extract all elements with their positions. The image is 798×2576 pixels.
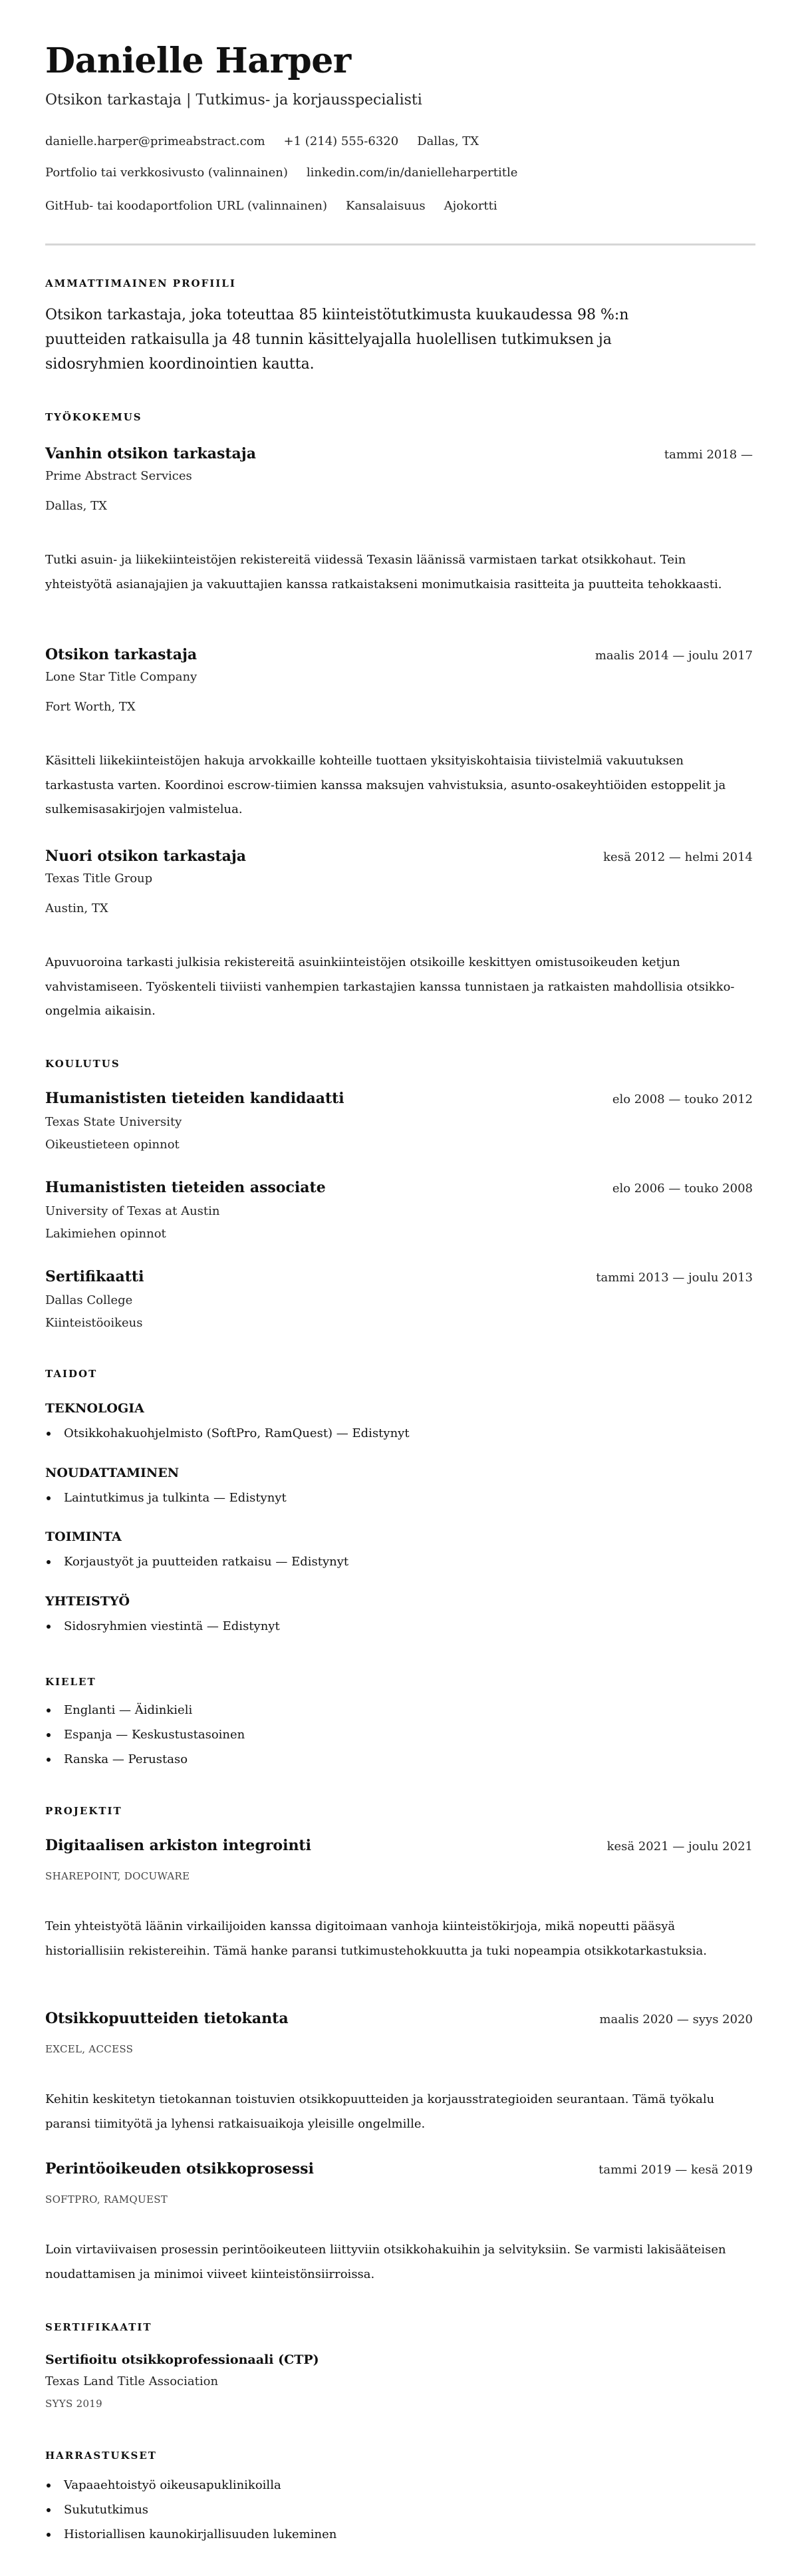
job-dates: maalis 2014 — joulu 2017 bbox=[595, 649, 753, 663]
skill-category: TOIMINTA bbox=[45, 1530, 122, 1544]
project-entry bbox=[45, 2158, 753, 2287]
citizenship-text: Kansalaisuus bbox=[346, 199, 426, 213]
section-heading-certifications: SERTIFIKAATIT bbox=[45, 2321, 152, 2333]
hobby-list bbox=[45, 2473, 753, 2547]
github-link[interactable]: GitHub- tai koodaportfolion URL (valinnainen) bbox=[45, 199, 327, 213]
education-entry bbox=[45, 1265, 753, 1335]
job-entry bbox=[45, 644, 753, 822]
project-dates: maalis 2020 — syys 2020 bbox=[599, 2012, 753, 2026]
job-location: Austin, TX bbox=[45, 901, 108, 915]
portfolio-link[interactable]: Portfolio tai verkkosivusto (valinnainen) bbox=[45, 166, 288, 180]
language-item: Englanti — Äidinkieli bbox=[45, 1698, 753, 1722]
project-description: Loin virtaviivaisen prosessin perintöoikeuteen liittyviin otsikkohakuihin ja selvityksiin. Se varmisti lakisääteisen noudattamisen ja minimoi viiveet kiinteistönsiirroissa. bbox=[45, 2243, 726, 2281]
header-divider bbox=[45, 243, 755, 245]
drivers-license-text: Ajokortti bbox=[444, 199, 497, 213]
field-of-study: Kiinteistöoikeus bbox=[45, 1316, 143, 1330]
job-company: Texas Title Group bbox=[45, 872, 153, 886]
candidate-subtitle: Otsikon tarkastaja | Tutkimus- ja korjausspecialisti bbox=[45, 92, 422, 108]
profile-summary: Otsikon tarkastaja, joka toteuttaa 85 kiinteistötutkimusta kuukaudessa 98 %:n puutteiden ratkaisulla ja 48 tunnin käsittelyajalla huolellisen tutkimuksen ja sidosryhmien koordinointien kautta. bbox=[45, 307, 629, 373]
degree-title: Sertifikaatti bbox=[45, 1268, 144, 1285]
job-company: Lone Star Title Company bbox=[45, 670, 198, 684]
certification-name: Sertifioitu otsikkoprofessionaali (CTP) bbox=[45, 2352, 319, 2367]
project-technologies: EXCEL, ACCESS bbox=[45, 2043, 134, 2055]
project-title: Otsikkopuutteiden tietokanta bbox=[45, 2010, 289, 2027]
section-heading-projects: PROJEKTIT bbox=[45, 1805, 122, 1817]
phone-link[interactable]: +1 (214) 555-6320 bbox=[283, 134, 399, 148]
job-company: Prime Abstract Services bbox=[45, 469, 192, 483]
education-dates: tammi 2013 — joulu 2013 bbox=[596, 1271, 753, 1285]
certification-issuer: Texas Land Title Association bbox=[45, 2374, 219, 2388]
skill-group bbox=[45, 1528, 753, 1574]
job-description: Apuvuoroina tarkasti julkisia rekistereitä asuinkiinteistöjen otsikoille keskittyen omistusoikeuden ketjun vahvistamiseen. Työskenteli tiiviisti vanhempien tarkastajien kanssa tunnistaen ja ratkaisten mahdollisia otsikko-ongelmia aikaisin. bbox=[45, 955, 735, 1018]
skill-group bbox=[45, 1592, 753, 1639]
job-description: Käsitteli liikekiinteistöjen hakuja arvokkaille kohteille tuottaen yksityiskohtaisia tiivistelmiä vakuutuksen tarkastusta varten. Koordinoi escrow-tiimien kanssa maksujen vahvistuksia, asunto-osakeyhtiöiden estoppelit ja sulkemisasakirjojen valmistelua. bbox=[45, 754, 726, 816]
school-name: Texas State University bbox=[45, 1115, 182, 1129]
section-heading-profile: AMMATTIMAINEN PROFIILI bbox=[45, 277, 236, 289]
job-entry bbox=[45, 443, 753, 597]
degree-title: Humanististen tieteiden associate bbox=[45, 1179, 326, 1196]
project-technologies: SHAREPOINT, DOCUWARE bbox=[45, 1870, 190, 1882]
location-text: Dallas, TX bbox=[417, 134, 479, 148]
skill-category: TEKNOLOGIA bbox=[45, 1401, 144, 1416]
education-entry bbox=[45, 1087, 753, 1156]
education-entry bbox=[45, 1176, 753, 1245]
job-description: Tutki asuin- ja liikekiinteistöjen rekistereitä viidessä Texasin läänissä varmistaen tarkat otsikkohaut. Tein yhteistyötä asianajajien ja vakuuttajien kanssa ratkaistakseni monimutkaisia rasitteita ja puutteita tehokkaasti. bbox=[45, 553, 722, 591]
language-item: Espanja — Keskustustasoinen bbox=[45, 1722, 753, 1747]
education-dates: elo 2006 — touko 2008 bbox=[612, 1182, 753, 1196]
skill-item: Otsikkohakuohjelmisto (SoftPro, RamQuest) — Edistynyt bbox=[45, 1421, 753, 1446]
job-dates: tammi 2018 — bbox=[664, 448, 753, 462]
project-title: Digitaalisen arkiston integrointi bbox=[45, 1837, 311, 1854]
skill-group bbox=[45, 1399, 753, 1446]
job-location: Fort Worth, TX bbox=[45, 700, 136, 714]
certification-entry bbox=[45, 2350, 753, 2414]
project-entry bbox=[45, 1835, 753, 1963]
skill-item: Sidosryhmien viestintä — Edistynyt bbox=[45, 1614, 753, 1639]
candidate-name: Danielle Harper bbox=[45, 41, 351, 81]
job-title: Nuori otsikon tarkastaja bbox=[45, 848, 247, 865]
job-title: Vanhin otsikon tarkastaja bbox=[45, 445, 256, 462]
contact-line-2 bbox=[45, 164, 753, 182]
education-dates: elo 2008 — touko 2012 bbox=[612, 1092, 753, 1106]
section-heading-skills: TAIDOT bbox=[45, 1368, 98, 1380]
project-title: Perintöoikeuden otsikkoprosessi bbox=[45, 2160, 314, 2177]
skill-category: NOUDATTAMINEN bbox=[45, 1466, 180, 1480]
certification-date: SYYS 2019 bbox=[45, 2398, 102, 2410]
degree-title: Humanististen tieteiden kandidaatti bbox=[45, 1090, 344, 1107]
school-name: University of Texas at Austin bbox=[45, 1204, 220, 1218]
project-dates: kesä 2021 — joulu 2021 bbox=[606, 1840, 753, 1853]
section-heading-experience: TYÖKOKEMUS bbox=[45, 411, 142, 423]
hobby-item: Vapaaehtoistyö oikeusapuklinikoilla bbox=[45, 2473, 753, 2497]
job-entry bbox=[45, 846, 753, 1024]
skill-item: Korjaustyöt ja puutteiden ratkaisu — Edistynyt bbox=[45, 1549, 753, 1574]
field-of-study: Oikeustieteen opinnot bbox=[45, 1138, 180, 1152]
skill-item: Laintutkimus ja tulkinta — Edistynyt bbox=[45, 1486, 753, 1510]
section-heading-languages: KIELET bbox=[45, 1676, 96, 1688]
field-of-study: Lakimiehen opinnot bbox=[45, 1227, 166, 1241]
job-title: Otsikon tarkastaja bbox=[45, 646, 198, 663]
project-technologies: SOFTPRO, RAMQUEST bbox=[45, 2193, 168, 2205]
contact-line-3 bbox=[45, 198, 753, 215]
section-heading-education: KOULUTUS bbox=[45, 1058, 120, 1070]
job-dates: kesä 2012 — helmi 2014 bbox=[603, 850, 753, 864]
school-name: Dallas College bbox=[45, 1293, 133, 1307]
project-dates: tammi 2019 — kesä 2019 bbox=[598, 2163, 753, 2177]
hobby-item: Sukututkimus bbox=[45, 2497, 753, 2522]
job-location: Dallas, TX bbox=[45, 499, 107, 513]
skill-group bbox=[45, 1464, 753, 1510]
language-item: Ranska — Perustaso bbox=[45, 1747, 753, 1772]
hobby-item: Historiallisen kaunokirjallisuuden lukeminen bbox=[45, 2522, 753, 2547]
project-entry bbox=[45, 2008, 753, 2136]
email-link[interactable]: danielle.harper@primeabstract.com bbox=[45, 134, 265, 148]
language-list bbox=[45, 1698, 753, 1772]
linkedin-link[interactable]: linkedin.com/in/danielleharpertitle bbox=[306, 166, 518, 180]
contact-line-1 bbox=[45, 133, 753, 150]
project-description: Tein yhteistyötä läänin virkailijoiden kanssa digitoimaan vanhoja kiinteistökirjoja, mikä nopeutti pääsyä historiallisiin rekistereihin. Tämä hanke paransi tutkimustehokkuutta ja tuki nopeampia otsikkotarkastuksia. bbox=[45, 1919, 707, 1958]
section-heading-hobbies: HARRASTUKSET bbox=[45, 2450, 157, 2462]
project-description: Kehitin keskitetyn tietokannan toistuvien otsikkopuutteiden ja korjausstrategioiden seurantaan. Tämä työkalu paransi tiimityötä ja lyhensi ratkaisuaikoja yleisille ongelmille. bbox=[45, 2092, 715, 2131]
skill-category: YHTEISTYÖ bbox=[45, 1594, 130, 1609]
